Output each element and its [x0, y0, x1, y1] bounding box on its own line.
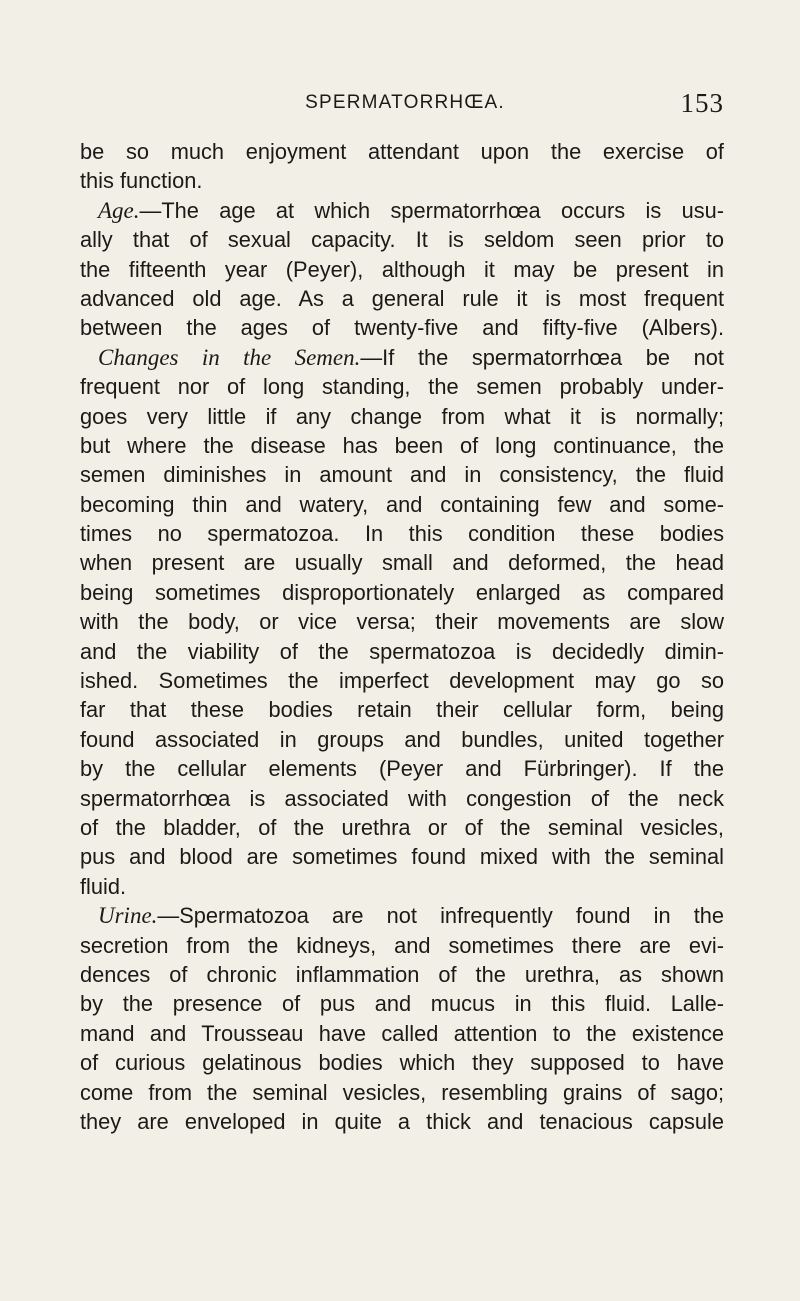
- text-line: but where the disease has been of long continuance, the: [80, 432, 724, 458]
- body-text: [80, 137, 724, 1136]
- text-line: by the cellular elements (Peyer and Fürbringer). If the: [80, 756, 724, 782]
- text-line: far that these bodies retain their cellular form, being: [80, 697, 724, 723]
- text-line: found associated in groups and bundles, united together: [80, 726, 724, 752]
- text-line: times no spermatozoa. In this condition these bodies: [80, 521, 724, 547]
- paragraph-semen-first-line: [80, 343, 724, 372]
- text-line: and the viability of the spermatozoa is decidedly dimin-: [80, 638, 724, 664]
- paragraph-urine-first-line: [80, 901, 724, 930]
- text-line: between the ages of twenty-five and fifty-five (Albers).: [80, 315, 724, 341]
- text-line: of curious gelatinous bodies which they supposed to have: [80, 1050, 724, 1076]
- text-line: —Spermatozoa are not infrequently found in the: [157, 903, 724, 929]
- text-line: with the body, or vice versa; their movements are slow: [80, 609, 724, 635]
- page-number: 153: [680, 88, 724, 118]
- running-head: SPERMATORRHŒA.: [305, 92, 505, 113]
- text-line: this function.: [80, 168, 203, 194]
- text-line: being sometimes disproportionately enlarged as compared: [80, 579, 724, 605]
- text-line: pus and blood are sometimes found mixed with the seminal: [80, 844, 724, 870]
- text-line: by the presence of pus and mucus in this fluid. Lalle-: [80, 991, 724, 1017]
- section-heading-semen: Changes in the Semen.: [98, 344, 361, 370]
- text-line: —The age at which spermatorrhœa occurs is usu-: [139, 197, 724, 223]
- text-line: —If the spermatorrhœa be not: [360, 344, 724, 370]
- text-line: becoming thin and watery, and containing few and some-: [80, 491, 724, 517]
- page-header: [80, 88, 724, 120]
- text-line: advanced old age. As a general rule it is most frequent: [80, 285, 724, 311]
- text-line: ally that of sexual capacity. It is seldom seen prior to: [80, 227, 724, 253]
- text-line: ished. Sometimes the imperfect development may go so: [80, 668, 724, 694]
- text-line: be so much enjoyment attendant upon the exercise of: [80, 139, 724, 164]
- text-line: mand and Trousseau have called attention to the existence: [80, 1020, 724, 1046]
- text-line: frequent nor of long standing, the semen probably under-: [80, 374, 724, 400]
- text-line: semen diminishes in amount and in consistency, the fluid: [80, 462, 724, 488]
- text-line: they are enveloped in quite a thick and tenacious capsule: [80, 1108, 724, 1134]
- section-heading-urine: Urine.: [98, 903, 158, 929]
- paragraph-age-first-line: [80, 196, 724, 225]
- section-heading-age: Age.: [98, 197, 140, 223]
- text-line: goes very little if any change from what it is normally;: [80, 403, 724, 429]
- text-line: fluid.: [80, 873, 127, 899]
- text-line: of the bladder, of the urethra or of the seminal vesicles,: [80, 814, 724, 840]
- text-line: dences of chronic inflammation of the urethra, as shown: [80, 961, 724, 987]
- text-line: the fifteenth year (Peyer), although it may be present in: [80, 256, 724, 282]
- text-line: secretion from the kidneys, and sometimes there are evi-: [80, 932, 724, 958]
- text-line: come from the seminal vesicles, resembling grains of sago;: [80, 1079, 724, 1105]
- text-line: spermatorrhœa is associated with congestion of the neck: [80, 785, 724, 811]
- text-line: when present are usually small and deformed, the head: [80, 550, 724, 576]
